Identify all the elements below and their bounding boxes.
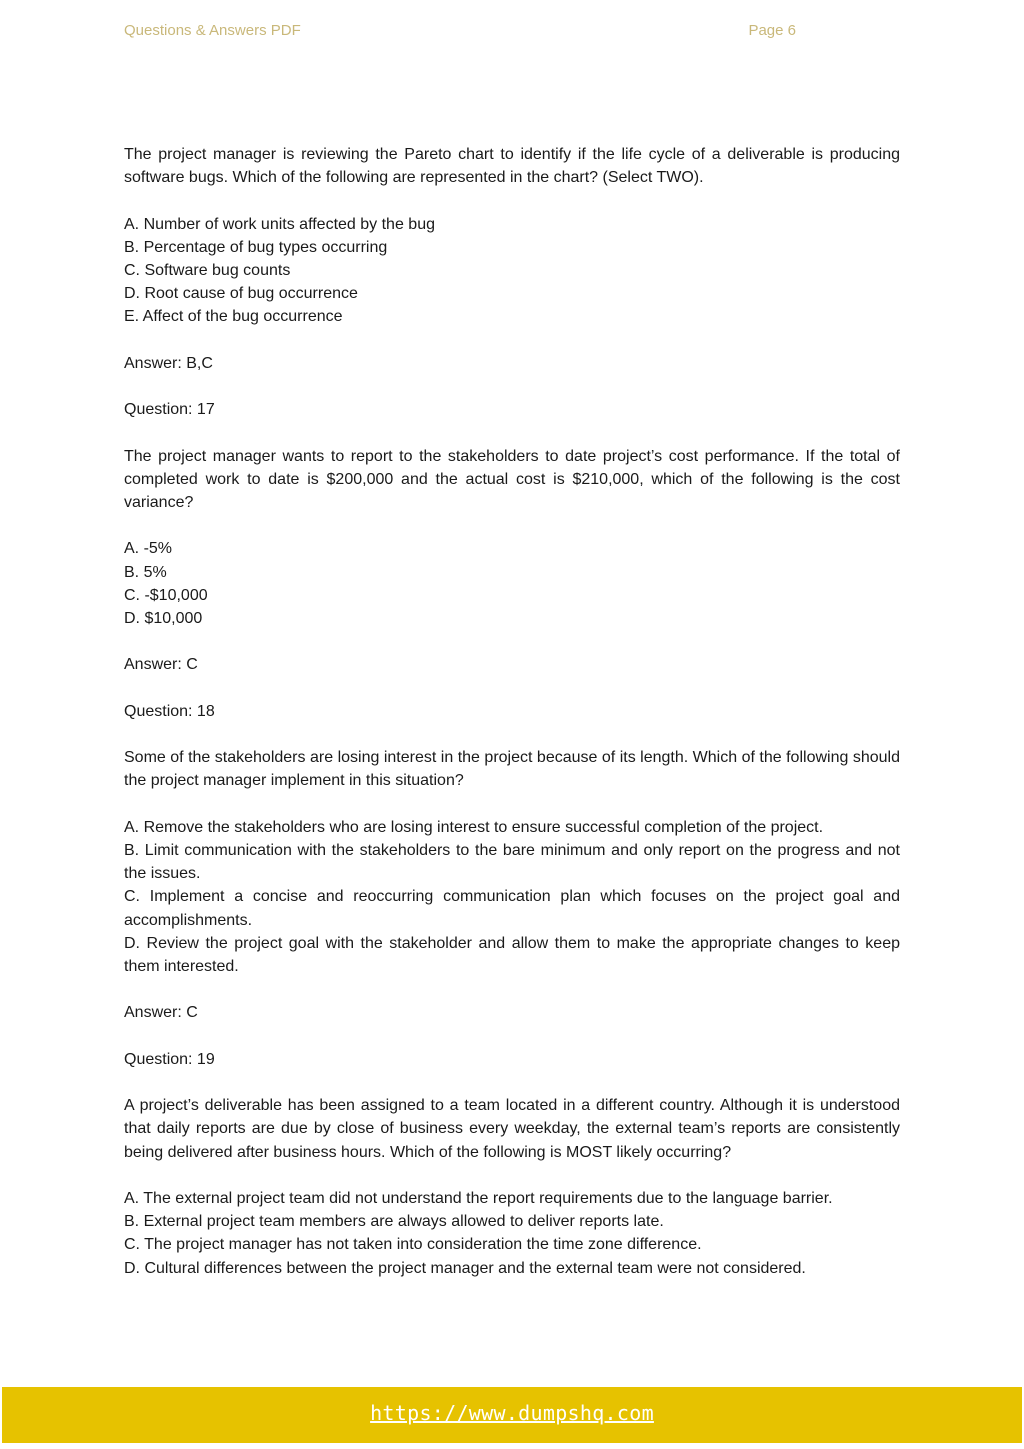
q18-option-b: B. Limit communication with the stakeholders to the bare minimum and only report on the progress and not the issues. <box>124 841 900 883</box>
q19-option-b: B. External project team members are always allowed to deliver reports late. <box>124 1213 664 1231</box>
question-17-label: Question: 17 <box>124 401 215 419</box>
q19-option-d: D. Cultural differences between the project manager and the external team were not considered. <box>124 1259 806 1277</box>
q16-option-c: C. Software bug counts <box>124 262 291 279</box>
question-19-text: A project’s deliverable has been assigned to a team located in a different country. Although it is understood that daily reports are due by close of business every weekday, the external team’s reports are consistently being delivered after business hours. Which of the following is MOST likely occurring? <box>124 1097 900 1161</box>
page-number: Page 6 <box>748 22 796 39</box>
question-18-text: Some of the stakeholders are losing interest in the project because of its length. Which of the following should the project manager implement in this situation? <box>124 749 900 790</box>
q18-option-d: D. Review the project goal with the stakeholder and allow them to make the appropriate changes to keep them interested. <box>124 934 900 975</box>
header-title: Questions & Answers PDF <box>124 22 301 39</box>
q17-option-c: C. -$10,000 <box>124 586 208 604</box>
q17-option-d: D. $10,000 <box>124 609 203 627</box>
q18-option-c: C. Implement a concise and reoccurring communication plan which focuses on the project goal and accomplishments. <box>124 888 900 929</box>
q16-option-d: D. Root cause of bug occurrence <box>124 285 358 303</box>
q19-option-c: C. The project manager has not taken into consideration the time zone difference. <box>124 1236 702 1254</box>
q16-answer: Answer: B,C <box>124 354 213 372</box>
footer-band <box>2 1387 1022 1443</box>
q16-option-e: E. Affect of the bug occurrence <box>124 308 343 326</box>
document-body <box>124 143 900 1280</box>
q16-option-a: A. Number of work units affected by the bug <box>124 215 435 233</box>
q17-option-a: A. -5% <box>124 540 173 558</box>
q17-option-b: B. 5% <box>124 563 167 581</box>
q16-option-b: B. Percentage of bug types occurring <box>124 238 388 256</box>
question-19-label: Question: 19 <box>124 1050 215 1068</box>
question-18-label: Question: 18 <box>124 702 215 720</box>
question-16-text: The project manager is reviewing the Pareto chart to identify if the life cycle of a deliverable is producing software bugs. Which of the following are represented in the chart? (Select TWO). <box>124 146 900 187</box>
q17-answer: Answer: C <box>124 656 198 674</box>
question-17-text: The project manager wants to report to the stakeholders to date project’s cost performance. If the total of completed work to date is $200,000 and the actual cost is $210,000, which of the following is the cost variance? <box>124 447 900 511</box>
q18-answer: Answer: C <box>124 1004 198 1022</box>
q18-option-a: A. Remove the stakeholders who are losing interest to ensure successful completion of the project. <box>124 818 824 836</box>
q19-option-a: A. The external project team did not understand the report requirements due to the language barrier. <box>124 1189 833 1207</box>
footer-website-link[interactable]: https://www.dumpshq.com <box>370 1401 654 1425</box>
page-header <box>124 22 796 46</box>
